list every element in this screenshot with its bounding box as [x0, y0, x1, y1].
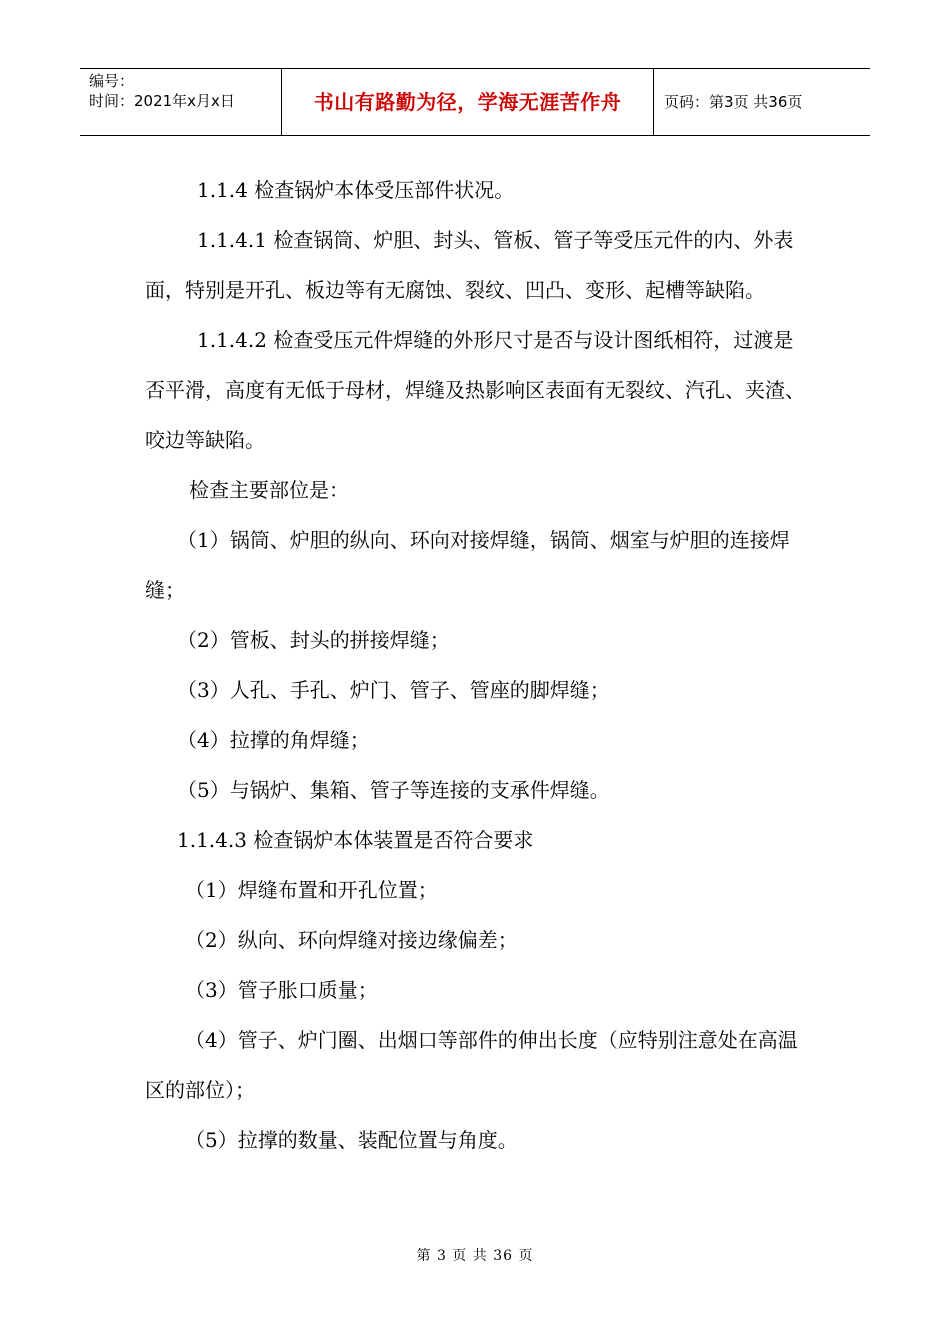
page-header — [80, 68, 870, 136]
document-time-label: 时间：2021年x月x日 — [89, 92, 235, 110]
paragraph-main-parts: 检查主要部位是： — [189, 478, 349, 502]
list-item: （2）纵向、环向焊缝对接边缘偏差； — [185, 928, 518, 952]
list-item: （1）锅筒、炉胆的纵向、环向对接焊缝，锅筒、烟室与炉胆的连接焊缝； — [145, 528, 790, 602]
paragraph-1-1-4-2: 1.1.4.2 检查受压元件焊缝的外形尺寸是否与设计图纸相符，过渡是否平滑，高度有无低于母材，焊缝及热影响区表面有无裂纹、汽孔、夹渣、咬边等缺陷。 — [145, 328, 805, 452]
list-item: （1）焊缝布置和开孔位置； — [185, 878, 438, 902]
section-heading-1-1-4-3: 1.1.4.3 检查锅炉本体装置是否符合要求 — [177, 828, 534, 852]
list-item: （4）拉撑的角焊缝； — [177, 728, 370, 752]
list-item: （2）管板、封头的拼接焊缝； — [177, 628, 450, 652]
document-number-label: 编号： — [89, 72, 135, 90]
header-motto: 书山有路勤为径，学海无涯苦作舟 — [282, 69, 654, 135]
paragraph-1-1-4-1: 1.1.4.1 检查锅筒、炉胆、封头、管板、管子等受压元件的内、外表面，特别是开孔、板边等有无腐蚀、裂纹、凹凸、变形、起槽等缺陷。 — [145, 228, 794, 302]
header-page-info: 页码：第3页 共36页 — [664, 93, 803, 111]
list-item: （4）管子、炉门圈、出烟口等部件的伸出长度（应特别注意处在高温区的部位）； — [145, 1028, 798, 1102]
header-meta — [80, 69, 282, 135]
section-heading-1-1-4: 1.1.4 检查锅炉本体受压部件状况。 — [197, 178, 515, 202]
page-footer: 第 3 页 共 36 页 — [416, 1248, 534, 1264]
list-item: （3）人孔、手孔、炉门、管子、管座的脚焊缝； — [177, 678, 610, 702]
list-item: （3）管子胀口质量； — [185, 978, 378, 1002]
document-body — [145, 165, 810, 1165]
list-item: （5）与锅炉、集箱、管子等连接的支承件焊缝。 — [177, 778, 610, 802]
list-item: （5）拉撑的数量、装配位置与角度。 — [185, 1128, 518, 1152]
